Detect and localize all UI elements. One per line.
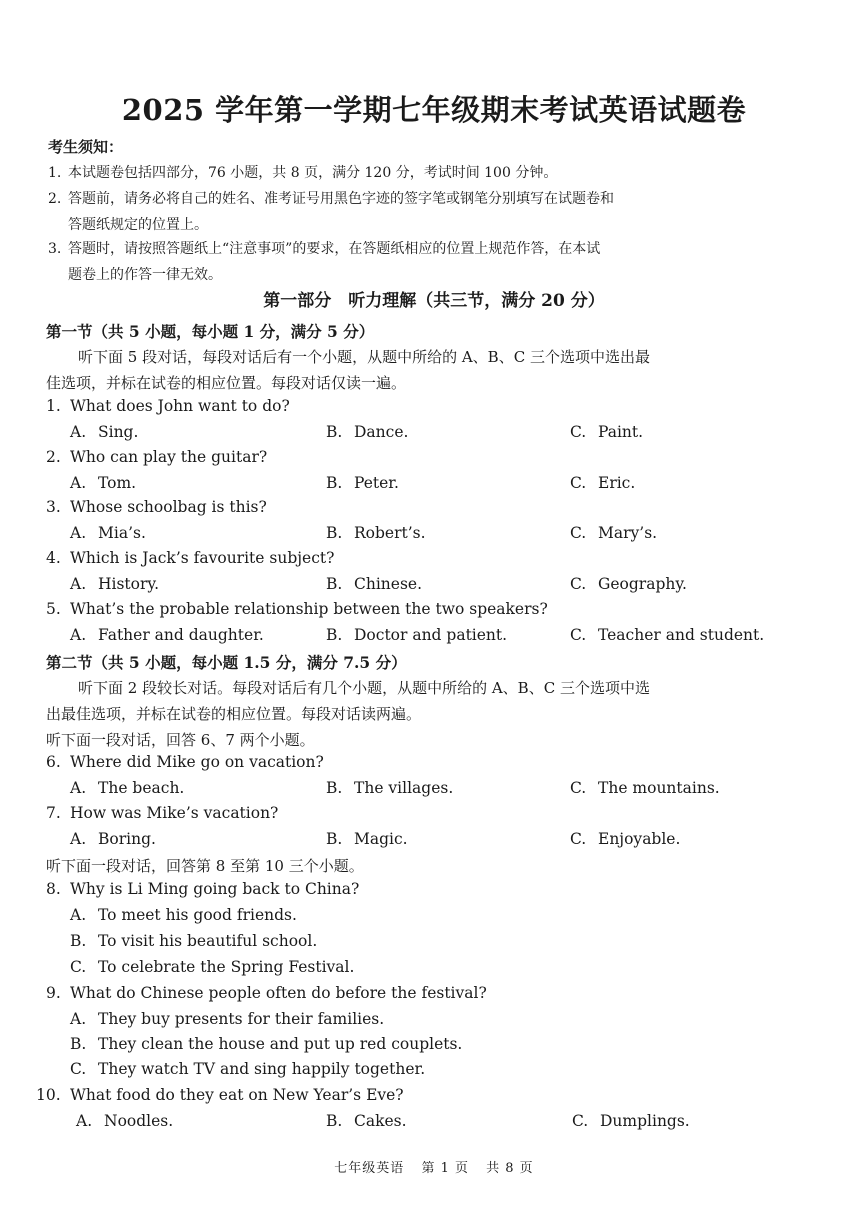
option-10a[interactable]: A. Noodles.: [76, 1112, 174, 1130]
option-10c[interactable]: C. Dumplings.: [572, 1112, 690, 1130]
option-8c[interactable]: C. To celebrate the Spring Festival.: [70, 958, 355, 976]
question-1: 1. What does John want to do?: [46, 397, 290, 415]
dialog1-note: 听下面一段对话，回答 6、7 两个小题。: [46, 731, 315, 749]
page-footer: [0, 1157, 868, 1176]
option-6b[interactable]: B. The villages.: [326, 779, 454, 797]
footer-subject: 七年级英语: [334, 1161, 405, 1176]
notice-item-2: 2. 答题前，请务必将自己的姓名、准考证号用黑色字迹的签字笔或钢笔分别填写在试题卷和 答题纸规定的位置上。: [48, 191, 614, 233]
option-4a[interactable]: A. History.: [70, 575, 160, 593]
option-5b[interactable]: B. Doctor and patient.: [326, 626, 508, 644]
option-2b[interactable]: B. Peter.: [326, 474, 399, 492]
option-3c[interactable]: C. Mary’s.: [570, 524, 658, 542]
footer-total: 共 8 页: [486, 1161, 534, 1176]
option-10b[interactable]: B. Cakes.: [326, 1112, 407, 1130]
option-3b[interactable]: B. Robert’s.: [326, 524, 426, 542]
option-7b[interactable]: B. Magic.: [326, 830, 408, 848]
option-3a[interactable]: A. Mia’s.: [70, 524, 146, 542]
notice-item-1: 1. 本试题卷包括四部分，76 小题，共 8 页，满分 120 分，考试时间 100 分钟。: [48, 165, 558, 181]
question-3: 3. Whose schoolbag is this?: [46, 498, 267, 516]
option-2c[interactable]: C. Eric.: [570, 474, 636, 492]
option-6c[interactable]: C. The mountains.: [570, 779, 720, 797]
question-6: 6. Where did Mike go on vacation?: [46, 753, 324, 771]
exam-title: 2025 学年第一学期七年级期末考试英语试题卷: [121, 93, 747, 127]
question-2: 2. Who can play the guitar?: [46, 448, 268, 466]
footer-page: 第 1 页: [421, 1161, 469, 1176]
option-4b[interactable]: B. Chinese.: [326, 575, 423, 593]
question-5: 5. What’s the probable relationship between the two speakers?: [46, 600, 548, 618]
option-1a[interactable]: A. Sing.: [70, 423, 139, 441]
notice-heading: 考生须知：: [48, 138, 124, 156]
part1-heading: 第一部分 听力理解（共三节，满分 20 分）: [263, 291, 605, 311]
option-7c[interactable]: C. Enjoyable.: [570, 830, 681, 848]
option-5a[interactable]: A. Father and daughter.: [70, 626, 264, 644]
question-10: 10. What food do they eat on New Year’s Eve?: [36, 1086, 404, 1104]
section1-heading: 第一节（共 5 小题，每小题 1 分，满分 5 分）: [46, 322, 375, 341]
option-1b[interactable]: B. Dance.: [326, 423, 409, 441]
option-2a[interactable]: A. Tom.: [70, 474, 137, 492]
question-7: 7. How was Mike’s vacation?: [46, 804, 279, 822]
option-7a[interactable]: A. Boring.: [70, 830, 156, 848]
question-4: 4. Which is Jack’s favourite subject?: [46, 549, 335, 567]
dialog2-note: 听下面一段对话，回答第 8 至第 10 三个小题。: [46, 857, 364, 875]
option-8b[interactable]: B. To visit his beautiful school.: [70, 932, 318, 950]
option-4c[interactable]: C. Geography.: [570, 575, 687, 593]
question-9: 9. What do Chinese people often do before the festival?: [46, 984, 487, 1002]
section2-instructions: 听下面 2 段较长对话。每段对话后有几个小题，从题中所给的 A、B、C 三个选项中选 出最佳选项，并标在试卷的相应位置。每段对话读两遍。: [46, 679, 650, 723]
option-9c[interactable]: C. They watch TV and sing happily together.: [70, 1060, 426, 1078]
option-9a[interactable]: A. They buy presents for their families.: [70, 1010, 385, 1028]
option-9b[interactable]: B. They clean the house and put up red couplets.: [70, 1035, 463, 1053]
option-1c[interactable]: C. Paint.: [570, 423, 644, 441]
option-8a[interactable]: A. To meet his good friends.: [70, 906, 297, 924]
section2-heading: 第二节（共 5 小题，每小题 1.5 分，满分 7.5 分）: [46, 653, 407, 672]
option-5c[interactable]: C. Teacher and student.: [570, 626, 765, 644]
section1-instructions: 听下面 5 段对话，每段对话后有一个小题，从题中所给的 A、B、C 三个选项中选出最 佳选项，并标在试卷的相应位置。每段对话仅读一遍。: [46, 348, 650, 392]
option-6a[interactable]: A. The beach.: [70, 779, 185, 797]
question-8: 8. Why is Li Ming going back to China?: [46, 880, 360, 898]
notice-item-3: 3. 答题时，请按照答题纸上“注意事项”的要求，在答题纸相应的位置上规范作答，在本试 题卷上的作答一律无效。: [48, 241, 601, 283]
